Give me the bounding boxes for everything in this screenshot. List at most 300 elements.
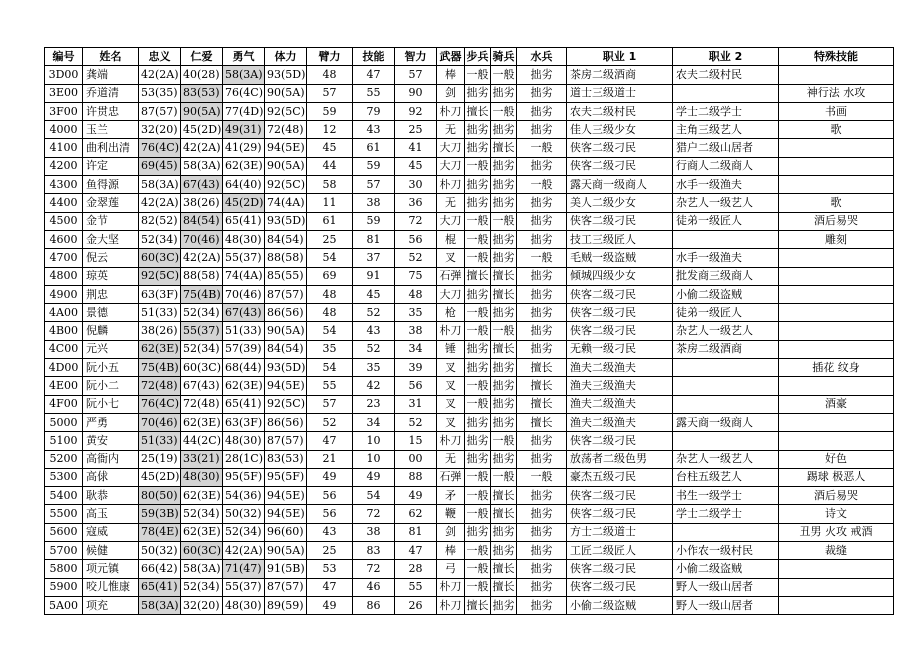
cell-job-1: 侠客二级刁民	[567, 139, 673, 157]
cell-navy: 拙劣	[517, 121, 567, 139]
cell-skill: 79	[353, 102, 395, 120]
cell-name: 许贯忠	[83, 102, 139, 120]
cell-job-1: 侠客二级刁民	[567, 285, 673, 303]
cell-courage: 77(4D)	[223, 102, 265, 120]
cell-job-2: 行商人二级商人	[673, 157, 779, 175]
cell-special-skill: 插花 纹身	[779, 359, 894, 377]
cell-id: 5500	[45, 505, 83, 523]
cell-courage: 70(46)	[223, 285, 265, 303]
cell-strength: 52	[307, 413, 353, 431]
cell-infantry: 拙劣	[465, 523, 491, 541]
cell-weapon: 叉	[437, 249, 465, 267]
cell-loyalty: 76(4C)	[139, 139, 181, 157]
cell-infantry: 拙劣	[465, 194, 491, 212]
cell-intelligence: 52	[395, 413, 437, 431]
cell-name: 高衙内	[83, 450, 139, 468]
cell-strength: 25	[307, 230, 353, 248]
cell-intelligence: 35	[395, 304, 437, 322]
cell-id: 4F00	[45, 395, 83, 413]
cell-id: 5200	[45, 450, 83, 468]
cell-name: 阮小七	[83, 395, 139, 413]
cell-stamina: 87(57)	[265, 578, 307, 596]
column-header-job-1: 职业 1	[567, 48, 673, 66]
cell-id: 4300	[45, 176, 83, 194]
cell-stamina: 94(5E)	[265, 487, 307, 505]
cell-name: 寇威	[83, 523, 139, 541]
table-row	[45, 121, 894, 139]
cell-infantry: 擅长	[465, 267, 491, 285]
column-header-navy: 水兵	[517, 48, 567, 66]
cell-loyalty: 75(4B)	[139, 359, 181, 377]
cell-loyalty: 70(46)	[139, 413, 181, 431]
cell-infantry: 一般	[465, 377, 491, 395]
cell-stamina: 85(55)	[265, 267, 307, 285]
cell-job-1: 渔夫三级渔夫	[567, 377, 673, 395]
cell-loyalty: 80(50)	[139, 487, 181, 505]
cell-id: 4700	[45, 249, 83, 267]
cell-navy: 拙劣	[517, 578, 567, 596]
cell-loyalty: 87(57)	[139, 102, 181, 120]
cell-stamina: 93(5D)	[265, 212, 307, 230]
cell-benevolence: 52(34)	[181, 304, 223, 322]
cell-intelligence: 92	[395, 102, 437, 120]
cell-navy: 一般	[517, 468, 567, 486]
cell-strength: 54	[307, 359, 353, 377]
cell-strength: 11	[307, 194, 353, 212]
cell-id: 4E00	[45, 377, 83, 395]
cell-loyalty: 59(3B)	[139, 505, 181, 523]
cell-stamina: 92(5C)	[265, 176, 307, 194]
cell-skill: 35	[353, 359, 395, 377]
cell-special-skill	[779, 432, 894, 450]
cell-name: 金大坚	[83, 230, 139, 248]
cell-name: 许定	[83, 157, 139, 175]
cell-courage: 64(40)	[223, 176, 265, 194]
cell-special-skill	[779, 578, 894, 596]
table-row	[45, 230, 894, 248]
cell-special-skill: 踢球 极恶人	[779, 468, 894, 486]
cell-job-1: 侠客二级刁民	[567, 157, 673, 175]
cell-strength: 61	[307, 212, 353, 230]
cell-strength: 43	[307, 523, 353, 541]
cell-strength: 69	[307, 267, 353, 285]
cell-job-1: 方士二级道士	[567, 523, 673, 541]
cell-benevolence: 55(37)	[181, 322, 223, 340]
cell-intelligence: 38	[395, 322, 437, 340]
cell-courage: 51(33)	[223, 322, 265, 340]
cell-navy: 擅长	[517, 395, 567, 413]
cell-strength: 56	[307, 505, 353, 523]
cell-stamina: 94(5E)	[265, 377, 307, 395]
cell-weapon: 叉	[437, 413, 465, 431]
cell-id: 5700	[45, 542, 83, 560]
cell-skill: 42	[353, 377, 395, 395]
column-header-benevolence: 仁爱	[181, 48, 223, 66]
cell-courage: 58(3A)	[223, 66, 265, 84]
cell-skill: 83	[353, 542, 395, 560]
cell-job-2: 主角三级艺人	[673, 121, 779, 139]
cell-job-2: 书生一级学士	[673, 487, 779, 505]
cell-intelligence: 34	[395, 340, 437, 358]
cell-strength: 56	[307, 487, 353, 505]
cell-id: 4000	[45, 121, 83, 139]
cell-skill: 54	[353, 487, 395, 505]
cell-special-skill	[779, 377, 894, 395]
cell-job-1: 豪杰五级刁民	[567, 468, 673, 486]
cell-skill: 49	[353, 468, 395, 486]
cell-courage: 68(44)	[223, 359, 265, 377]
cell-intelligence: 47	[395, 542, 437, 560]
cell-benevolence: 42(2A)	[181, 249, 223, 267]
cell-cavalry: 擅长	[491, 285, 517, 303]
cell-cavalry: 一般	[491, 432, 517, 450]
cell-loyalty: 53(35)	[139, 84, 181, 102]
cell-stamina: 86(56)	[265, 304, 307, 322]
cell-courage: 48(30)	[223, 230, 265, 248]
cell-infantry: 拙劣	[465, 413, 491, 431]
cell-navy: 一般	[517, 176, 567, 194]
cell-id: 4A00	[45, 304, 83, 322]
cell-skill: 86	[353, 596, 395, 614]
column-header-cavalry: 骑兵	[491, 48, 517, 66]
cell-special-skill	[779, 304, 894, 322]
cell-weapon: 剑	[437, 84, 465, 102]
cell-benevolence: 42(2A)	[181, 139, 223, 157]
cell-job-2: 小偷二级盗贼	[673, 560, 779, 578]
cell-skill: 81	[353, 230, 395, 248]
cell-navy: 拙劣	[517, 267, 567, 285]
cell-id: 5000	[45, 413, 83, 431]
cell-cavalry: 擅长	[491, 267, 517, 285]
cell-skill: 61	[353, 139, 395, 157]
cell-weapon: 棒	[437, 542, 465, 560]
cell-infantry: 拙劣	[465, 340, 491, 358]
cell-intelligence: 48	[395, 285, 437, 303]
cell-name: 黄安	[83, 432, 139, 450]
cell-job-1: 侠客二级刁民	[567, 560, 673, 578]
cell-benevolence: 83(53)	[181, 84, 223, 102]
cell-strength: 49	[307, 468, 353, 486]
cell-intelligence: 39	[395, 359, 437, 377]
cell-job-2	[673, 359, 779, 377]
cell-job-1: 渔夫二级渔夫	[567, 359, 673, 377]
column-header-stamina: 体力	[265, 48, 307, 66]
cell-stamina: 88(58)	[265, 249, 307, 267]
cell-loyalty: 51(33)	[139, 432, 181, 450]
cell-weapon: 无	[437, 121, 465, 139]
cell-benevolence: 62(3E)	[181, 413, 223, 431]
cell-weapon: 无	[437, 194, 465, 212]
cell-skill: 10	[353, 450, 395, 468]
cell-special-skill	[779, 267, 894, 285]
cell-benevolence: 62(3E)	[181, 523, 223, 541]
cell-name: 曲利出清	[83, 139, 139, 157]
cell-benevolence: 44(2C)	[181, 432, 223, 450]
cell-weapon: 无	[437, 450, 465, 468]
cell-job-2: 杂艺人一级艺人	[673, 194, 779, 212]
column-header-skill: 技能	[353, 48, 395, 66]
cell-courage: 45(2D)	[223, 194, 265, 212]
cell-cavalry: 拙劣	[491, 121, 517, 139]
cell-loyalty: 82(52)	[139, 212, 181, 230]
cell-navy: 拙劣	[517, 304, 567, 322]
cell-skill: 43	[353, 322, 395, 340]
cell-stamina: 87(57)	[265, 285, 307, 303]
cell-navy: 擅长	[517, 377, 567, 395]
cell-strength: 53	[307, 560, 353, 578]
cell-job-1: 美人二级少女	[567, 194, 673, 212]
cell-intelligence: 41	[395, 139, 437, 157]
cell-stamina: 93(5D)	[265, 66, 307, 84]
cell-job-1: 侠客二级刁民	[567, 487, 673, 505]
cell-skill: 23	[353, 395, 395, 413]
cell-cavalry: 拙劣	[491, 413, 517, 431]
cell-weapon: 大刀	[437, 157, 465, 175]
cell-skill: 72	[353, 505, 395, 523]
table-row	[45, 267, 894, 285]
cell-id: 5600	[45, 523, 83, 541]
cell-loyalty: 78(4E)	[139, 523, 181, 541]
cell-id: 4200	[45, 157, 83, 175]
cell-name: 龚端	[83, 66, 139, 84]
cell-benevolence: 33(21)	[181, 450, 223, 468]
table-row	[45, 560, 894, 578]
table-row	[45, 468, 894, 486]
cell-strength: 47	[307, 432, 353, 450]
table-row	[45, 395, 894, 413]
cell-name: 琼英	[83, 267, 139, 285]
cell-id: 4100	[45, 139, 83, 157]
cell-cavalry: 拙劣	[491, 523, 517, 541]
cell-loyalty: 92(5C)	[139, 267, 181, 285]
cell-loyalty: 32(20)	[139, 121, 181, 139]
cell-benevolence: 48(30)	[181, 468, 223, 486]
cell-weapon: 大刀	[437, 139, 465, 157]
cell-infantry: 拙劣	[465, 359, 491, 377]
cell-skill: 37	[353, 249, 395, 267]
cell-navy: 拙劣	[517, 84, 567, 102]
cell-benevolence: 52(34)	[181, 578, 223, 596]
cell-loyalty: 69(45)	[139, 157, 181, 175]
cell-intelligence: 49	[395, 487, 437, 505]
cell-infantry: 一般	[465, 230, 491, 248]
cell-id: 3D00	[45, 66, 83, 84]
cell-job-2: 农夫二级村民	[673, 66, 779, 84]
cell-infantry: 拙劣	[465, 84, 491, 102]
cell-stamina: 91(5B)	[265, 560, 307, 578]
cell-skill: 34	[353, 413, 395, 431]
cell-intelligence: 57	[395, 66, 437, 84]
cell-special-skill	[779, 596, 894, 614]
cell-loyalty: 66(42)	[139, 560, 181, 578]
cell-stamina: 95(5F)	[265, 468, 307, 486]
cell-benevolence: 32(20)	[181, 596, 223, 614]
cell-job-2: 水手一级渔夫	[673, 249, 779, 267]
cell-job-1: 佳人三级少女	[567, 121, 673, 139]
cell-stamina: 89(59)	[265, 596, 307, 614]
cell-id: 5900	[45, 578, 83, 596]
cell-special-skill: 诗文	[779, 505, 894, 523]
cell-skill: 38	[353, 523, 395, 541]
cell-intelligence: 28	[395, 560, 437, 578]
cell-intelligence: 25	[395, 121, 437, 139]
cell-infantry: 一般	[465, 157, 491, 175]
cell-benevolence: 90(5A)	[181, 102, 223, 120]
cell-cavalry: 擅长	[491, 578, 517, 596]
cell-stamina: 96(60)	[265, 523, 307, 541]
cell-infantry: 拙劣	[465, 450, 491, 468]
cell-special-skill	[779, 322, 894, 340]
cell-weapon: 朴刀	[437, 102, 465, 120]
cell-loyalty: 42(2A)	[139, 66, 181, 84]
cell-benevolence: 67(43)	[181, 176, 223, 194]
cell-courage: 49(31)	[223, 121, 265, 139]
cell-special-skill	[779, 340, 894, 358]
cell-benevolence: 60(3C)	[181, 359, 223, 377]
cell-intelligence: 26	[395, 596, 437, 614]
cell-job-2	[673, 230, 779, 248]
cell-cavalry: 拙劣	[491, 542, 517, 560]
cell-weapon: 大刀	[437, 212, 465, 230]
cell-infantry: 一般	[465, 487, 491, 505]
cell-job-2: 杂艺人一级艺人	[673, 322, 779, 340]
cell-intelligence: 30	[395, 176, 437, 194]
cell-weapon: 剑	[437, 523, 465, 541]
cell-infantry: 擅长	[465, 102, 491, 120]
cell-intelligence: 00	[395, 450, 437, 468]
cell-name: 项充	[83, 596, 139, 614]
cell-cavalry: 擅长	[491, 139, 517, 157]
cell-name: 高俅	[83, 468, 139, 486]
cell-loyalty: 25(19)	[139, 450, 181, 468]
cell-navy: 拙劣	[517, 560, 567, 578]
cell-id: 4500	[45, 212, 83, 230]
cell-intelligence: 62	[395, 505, 437, 523]
cell-cavalry: 一般	[491, 212, 517, 230]
cell-strength: 59	[307, 102, 353, 120]
cell-strength: 54	[307, 322, 353, 340]
cell-benevolence: 52(34)	[181, 340, 223, 358]
cell-id: 4600	[45, 230, 83, 248]
cell-skill: 43	[353, 121, 395, 139]
cell-job-1: 侠客二级刁民	[567, 578, 673, 596]
cell-job-1: 毛贼一级盗贼	[567, 249, 673, 267]
table-header-row	[45, 48, 894, 66]
cell-courage: 62(3E)	[223, 377, 265, 395]
cell-infantry: 一般	[465, 212, 491, 230]
cell-weapon: 叉	[437, 359, 465, 377]
cell-name: 倪云	[83, 249, 139, 267]
cell-skill: 38	[353, 194, 395, 212]
cell-navy: 拙劣	[517, 102, 567, 120]
cell-cavalry: 拙劣	[491, 249, 517, 267]
cell-weapon: 朴刀	[437, 432, 465, 450]
cell-special-skill: 好色	[779, 450, 894, 468]
cell-loyalty: 62(3E)	[139, 340, 181, 358]
table-row	[45, 102, 894, 120]
cell-navy: 拙劣	[517, 542, 567, 560]
cell-cavalry: 拙劣	[491, 395, 517, 413]
cell-courage: 42(2A)	[223, 542, 265, 560]
cell-job-2: 学士二级学士	[673, 102, 779, 120]
cell-navy: 拙劣	[517, 340, 567, 358]
cell-strength: 57	[307, 395, 353, 413]
cell-skill: 45	[353, 285, 395, 303]
cell-job-2	[673, 395, 779, 413]
cell-weapon: 石弹	[437, 267, 465, 285]
cell-cavalry: 拙劣	[491, 176, 517, 194]
cell-job-2: 杂艺人一级艺人	[673, 450, 779, 468]
column-header-name: 姓名	[83, 48, 139, 66]
cell-job-2: 猎户二级山居者	[673, 139, 779, 157]
cell-infantry: 一般	[465, 304, 491, 322]
table-row	[45, 176, 894, 194]
cell-infantry: 拙劣	[465, 121, 491, 139]
cell-job-1: 小偷二级盗贼	[567, 596, 673, 614]
cell-strength: 25	[307, 542, 353, 560]
cell-courage: 74(4A)	[223, 267, 265, 285]
cell-weapon: 弓	[437, 560, 465, 578]
cell-loyalty: 65(41)	[139, 578, 181, 596]
table-row	[45, 285, 894, 303]
cell-courage: 95(5F)	[223, 468, 265, 486]
cell-loyalty: 72(48)	[139, 377, 181, 395]
cell-intelligence: 75	[395, 267, 437, 285]
cell-name: 阮小五	[83, 359, 139, 377]
cell-job-2: 徒弟一级匠人	[673, 304, 779, 322]
cell-special-skill	[779, 157, 894, 175]
cell-loyalty: 58(3A)	[139, 596, 181, 614]
cell-stamina: 84(54)	[265, 230, 307, 248]
cell-intelligence: 36	[395, 194, 437, 212]
cell-name: 倪麟	[83, 322, 139, 340]
cell-id: 3E00	[45, 84, 83, 102]
cell-job-1: 无赖一级刁民	[567, 340, 673, 358]
cell-job-1: 侠客二级刁民	[567, 505, 673, 523]
cell-benevolence: 75(4B)	[181, 285, 223, 303]
cell-courage: 54(36)	[223, 487, 265, 505]
cell-name: 严勇	[83, 413, 139, 431]
cell-infantry: 一般	[465, 578, 491, 596]
cell-id: 4400	[45, 194, 83, 212]
cell-strength: 57	[307, 84, 353, 102]
cell-name: 荆忠	[83, 285, 139, 303]
cell-courage: 41(29)	[223, 139, 265, 157]
cell-skill: 72	[353, 560, 395, 578]
cell-name: 候健	[83, 542, 139, 560]
cell-special-skill: 酒后易哭	[779, 212, 894, 230]
cell-courage: 52(34)	[223, 523, 265, 541]
cell-cavalry: 拙劣	[491, 84, 517, 102]
table-row	[45, 194, 894, 212]
cell-navy: 擅长	[517, 413, 567, 431]
cell-infantry: 一般	[465, 468, 491, 486]
cell-intelligence: 15	[395, 432, 437, 450]
cell-weapon: 朴刀	[437, 176, 465, 194]
cell-cavalry: 拙劣	[491, 450, 517, 468]
cell-special-skill: 丑男 火攻 戒酒	[779, 523, 894, 541]
cell-skill: 57	[353, 176, 395, 194]
cell-strength: 44	[307, 157, 353, 175]
column-header-intelligence: 智力	[395, 48, 437, 66]
cell-courage: 48(30)	[223, 596, 265, 614]
cell-stamina: 94(5E)	[265, 139, 307, 157]
table-row	[45, 139, 894, 157]
cell-weapon: 枪	[437, 304, 465, 322]
cell-benevolence: 58(3A)	[181, 560, 223, 578]
cell-id: 5A00	[45, 596, 83, 614]
cell-skill: 10	[353, 432, 395, 450]
